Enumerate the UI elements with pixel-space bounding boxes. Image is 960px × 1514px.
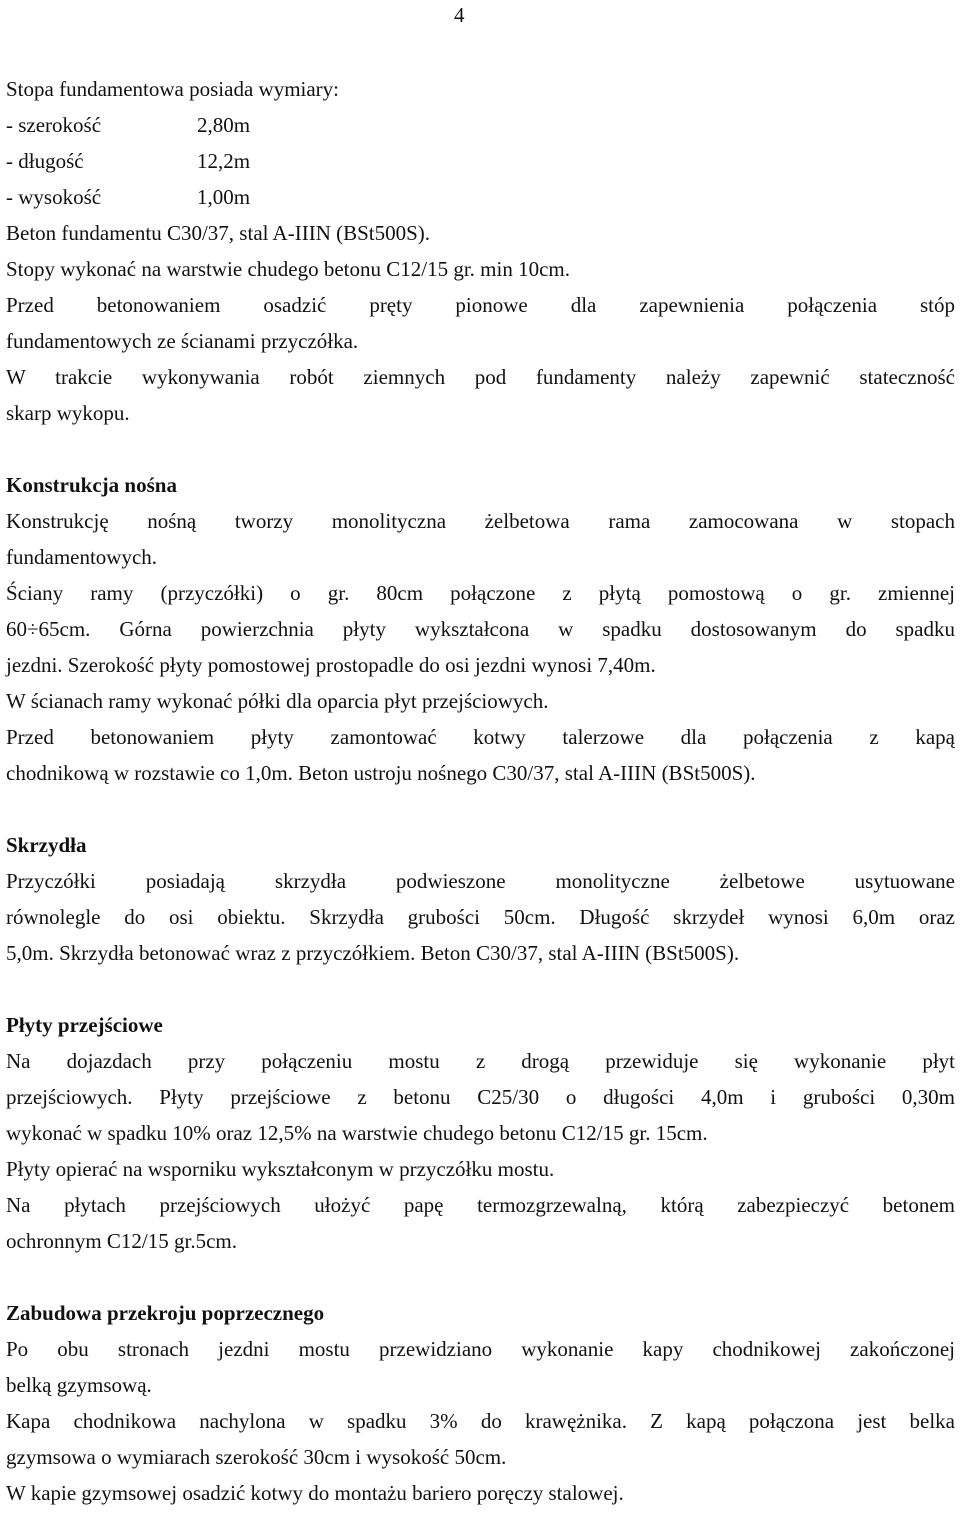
section-heading-skrzydla: Skrzydła: [6, 833, 87, 857]
paragraph-line: przejściowych. Płyty przejściowe z betonu C25/30 o długości 4,0m i grubości 0,30m: [6, 1085, 955, 1109]
paragraph-line: 5,0m. Skrzydła betonować wraz z przyczółkiem. Beton C30/37, stal A-IIIN (BSt500S).: [6, 941, 740, 965]
paragraph-line: równolegle do osi obiektu. Skrzydła grubości 50cm. Długość skrzydeł wynosi 6,0m oraz: [6, 905, 955, 929]
dimension-length: [6, 146, 955, 182]
paragraph-line: Płyty opierać na wsporniku wykształconym w przyczółku mostu.: [6, 1157, 555, 1181]
paragraph-line: Przed betonowaniem płyty zamontować kotwy talerzowe dla połączenia z kapą: [6, 725, 955, 749]
page-number: 4: [454, 3, 465, 27]
dimension-label: - szerokość: [6, 113, 102, 137]
dimension-value: 2,80m: [197, 113, 251, 137]
paragraph-line: wykonać w spadku 10% oraz 12,5% na warstwie chudego betonu C12/15 gr. 15cm.: [6, 1121, 708, 1145]
paragraph-line: ochronnym C12/15 gr.5cm.: [6, 1229, 237, 1253]
paragraph-line: Przyczółki posiadają skrzydła podwieszone monolityczne żelbetowe usytuowane: [6, 869, 955, 893]
dimension-value: 12,2m: [197, 149, 251, 173]
paragraph-line: Ściany ramy (przyczółki) o gr. 80cm połączone z płytą pomostową o gr. zmiennej: [6, 581, 955, 605]
paragraph-line: fundamentowych.: [6, 545, 158, 569]
paragraph-line: chodnikową w rozstawie co 1,0m. Beton ustroju nośnego C30/37, stal A-IIIN (BSt500S).: [6, 761, 756, 785]
dimension-value: 1,00m: [197, 185, 251, 209]
intro-line: W trakcie wykonywania robót ziemnych pod fundamenty należy zapewnić stateczność: [6, 365, 955, 389]
section-heading-konstrukcja: Konstrukcja nośna: [6, 473, 177, 497]
paragraph-line: Kapa chodnikowa nachylona w spadku 3% do krawężnika. Z kapą połączona jest belka: [6, 1409, 955, 1433]
section-heading-zabudowa: Zabudowa przekroju poprzecznego: [6, 1301, 325, 1325]
section-heading-plyty: Płyty przejściowe: [6, 1013, 163, 1037]
intro-line: Stopy wykonać na warstwie chudego betonu C12/15 gr. min 10cm.: [6, 257, 570, 281]
paragraph-line: jezdni. Szerokość płyty pomostowej prostopadle do osi jezdni wynosi 7,40m.: [6, 653, 656, 677]
paragraph-line: belką gzymsową.: [6, 1373, 152, 1397]
intro-line: skarp wykopu.: [6, 401, 130, 425]
paragraph-line: W ścianach ramy wykonać półki dla oparcia płyt przejściowych.: [6, 689, 549, 713]
document-body: [6, 74, 955, 1514]
dimension-height: [6, 182, 955, 218]
paragraph-line: Po obu stronach jezdni mostu przewidziano wykonanie kapy chodnikowej zakończonej: [6, 1337, 955, 1361]
dimension-label: - długość: [6, 149, 84, 173]
dimension-label: - wysokość: [6, 185, 102, 209]
intro-line: Przed betonowaniem osadzić pręty pionowe dla zapewnienia połączenia stóp: [6, 293, 955, 317]
intro-line: Beton fundamentu C30/37, stal A-IIIN (BSt500S).: [6, 221, 431, 245]
paragraph-line: 60÷65cm. Górna powierzchnia płyty wykształcona w spadku dostosowanym do spadku: [6, 617, 955, 641]
paragraph-line: Na dojazdach przy połączeniu mostu z drogą przewiduje się wykonanie płyt: [6, 1049, 955, 1073]
intro-line: fundamentowych ze ścianami przyczółka.: [6, 329, 359, 353]
paragraph-line: gzymsowa o wymiarach szerokość 30cm i wysokość 50cm.: [6, 1445, 507, 1469]
paragraph-line: Konstrukcję nośną tworzy monolityczna żelbetowa rama zamocowana w stopach: [6, 509, 955, 533]
paragraph-line: Na płytach przejściowych ułożyć papę termozgrzewalną, którą zabezpieczyć betonem: [6, 1193, 955, 1217]
paragraph-line: W kapie gzymsowej osadzić kotwy do montażu bariero poręczy stalowej.: [6, 1481, 624, 1505]
dimension-width: [6, 110, 955, 146]
intro-line: Stopa fundamentowa posiada wymiary:: [6, 77, 340, 101]
